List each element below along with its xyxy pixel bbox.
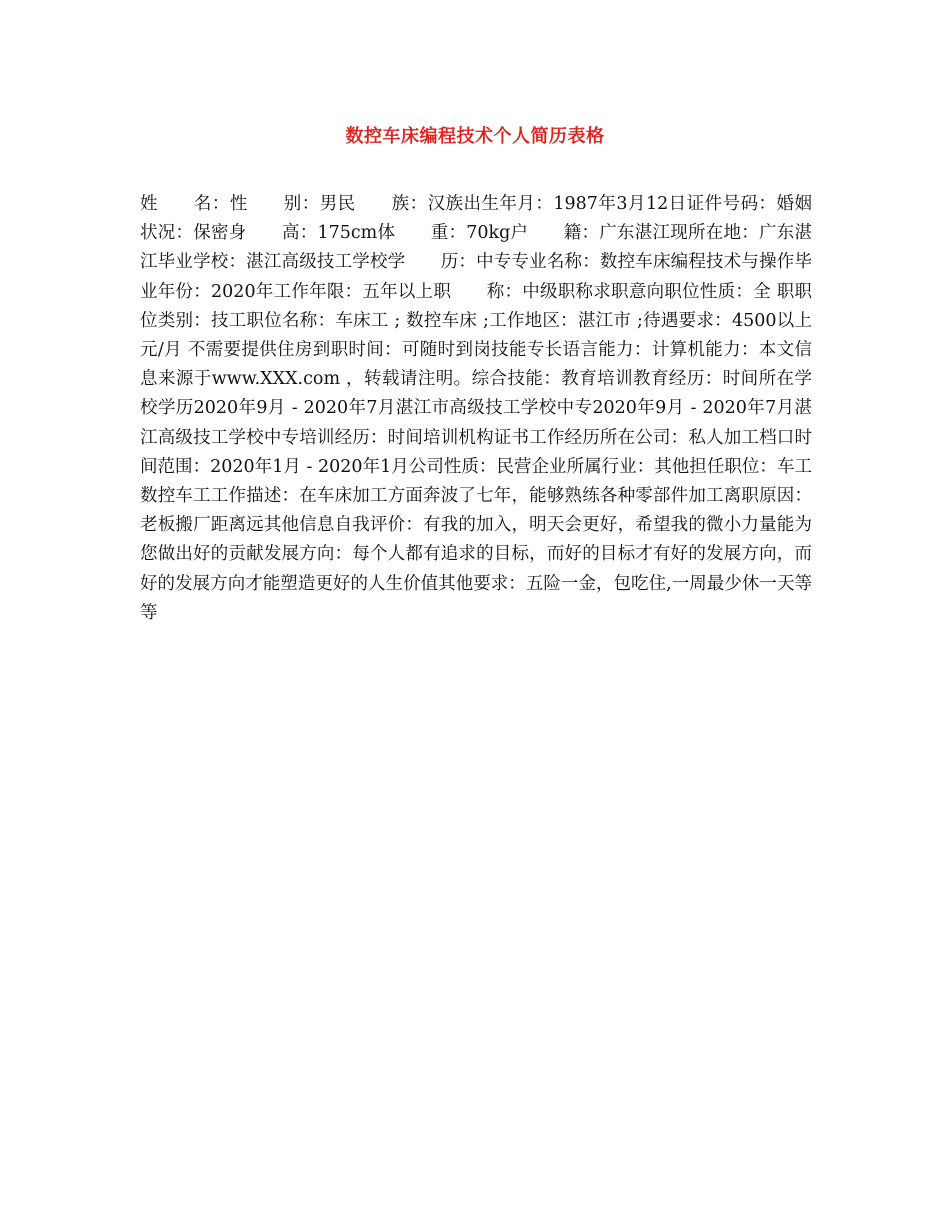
resume-body-text: 姓 名：性 别：男民 族：汉族出生年月：1987年3月12日证件号码：婚姻状况：保密身 高：175cm体 重：70kg户 籍：广东湛江现所在地：广东湛江毕业学校：湛江高级技工学校学 历：中专专业名称：数控车床编程技术与操作毕业年份：2020年工作年限：五年以上职 称：中级职称求职意向职位性质：全 职职位类别：技工职位名称：车床工 ; 数控车床 ;工作地区：湛江市 ;待遇要求：4500以上元/月 不需要提供住房到职时间：可随时到岗技能专长语言能力：计算机能力：本文信息来源于www.XXX.com ，转载请注明。综合技能：教育培训教育经历：时间所在学校学历2020年9月 - 2020年7月湛江市高级技工学校中专2020年9月 - 2020年7月湛江高级技工学校中专培训经历：时间培训机构证书工作经历所在公司：私人加工档口时间范围：2020年1月 - 2020年1月公司性质：民营企业所属行业：其他担任职位：车工数控车工工作描述：在车床加工方面奔波了七年，能够熟练各种零部件加工离职原因：老板搬厂距离远其他信息自我评价：有我的加入，明天会更好，希望我的微小力量能为您做出好的贡献发展方向：每个人都有追求的目标，而好的目标才有好的发展方向，而好的发展方向才能塑造更好的人生价值其他要求：五险一金，包吃住,一周最少休一天等等: [140, 194, 812, 623]
document-title: 数控车床编程技术个人简历表格: [345, 126, 605, 147]
